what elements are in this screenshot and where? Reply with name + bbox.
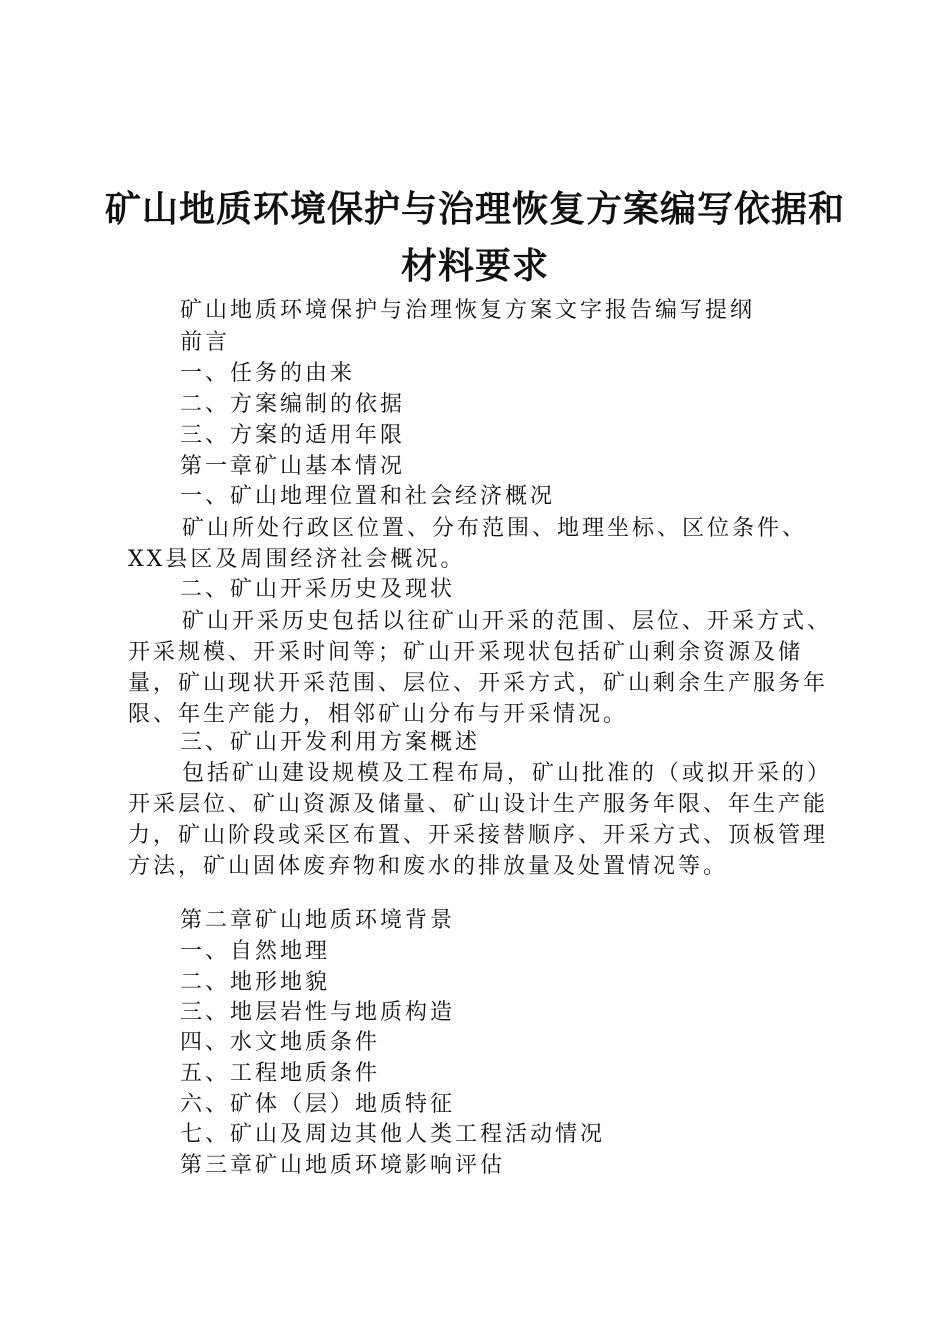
chapter1-section-3: 三、矿山开发利用方案概述 [180,730,481,755]
chapter1-section-1: 一、矿山地理位置和社会经济概况 [180,484,556,509]
chapter2-item: 二、地形地貌 [180,970,331,995]
preface-item: 二、方案编制的依据 [180,392,406,417]
chapter2-heading: 第二章矿山地质环境背景 [180,908,456,933]
preface-item: 一、任务的由来 [180,361,356,386]
chapter2-item: 五、工程地质条件 [180,1061,381,1086]
chapter2-item: 一、自然地理 [180,939,331,964]
chapter3-heading: 第三章矿山地质环境影响评估 [180,1153,506,1178]
preface-item: 三、方案的适用年限 [180,423,406,448]
chapter2-item: 六、矿体（层）地质特征 [180,1092,456,1117]
chapter1-paragraph-1: 矿山所处行政区位置、分布范围、地理坐标、区位条件、XX县区及周围经济社会概况。 [128,516,808,572]
chapter1-section-2: 二、矿山开采历史及现状 [180,577,456,602]
document-title-line2: 材料要求 [400,246,549,287]
chapter1-paragraph-2: 矿山开采历史包括以往矿山开采的范围、层位、开采方式、开采规模、开采时间等；矿山开采现状包括矿山剩余资源及储量，矿山现状开采范围、层位、开采方式，矿山剩余生产服务年限、年生产能力，相邻矿山分布与开采情况。 [128,609,833,727]
document-title-line1: 矿山地质环境保护与治理恢复方案编写依据和 [104,189,845,230]
outline-title: 矿山地质环境保护与治理恢复方案文字报告编写提纲 [180,298,756,323]
chapter1-heading: 第一章矿山基本情况 [180,454,406,479]
chapter2-item: 四、水文地质条件 [180,1030,381,1055]
chapter2-item: 七、矿山及周边其他人类工程活动情况 [180,1122,606,1147]
chapter1-paragraph-3: 包括矿山建设规模及工程布局，矿山批准的（或拟开采的）开采层位、矿山资源及储量、矿山设计生产服务年限、年生产能力，矿山阶段或采区布置、开采接替顺序、开采方式、顶板管理方法，矿山固体废弃物和废水的排放量及处置情况等。 [128,761,833,879]
chapter2-item: 三、地层岩性与地质构造 [180,1000,456,1025]
preface-heading: 前言 [180,330,231,355]
